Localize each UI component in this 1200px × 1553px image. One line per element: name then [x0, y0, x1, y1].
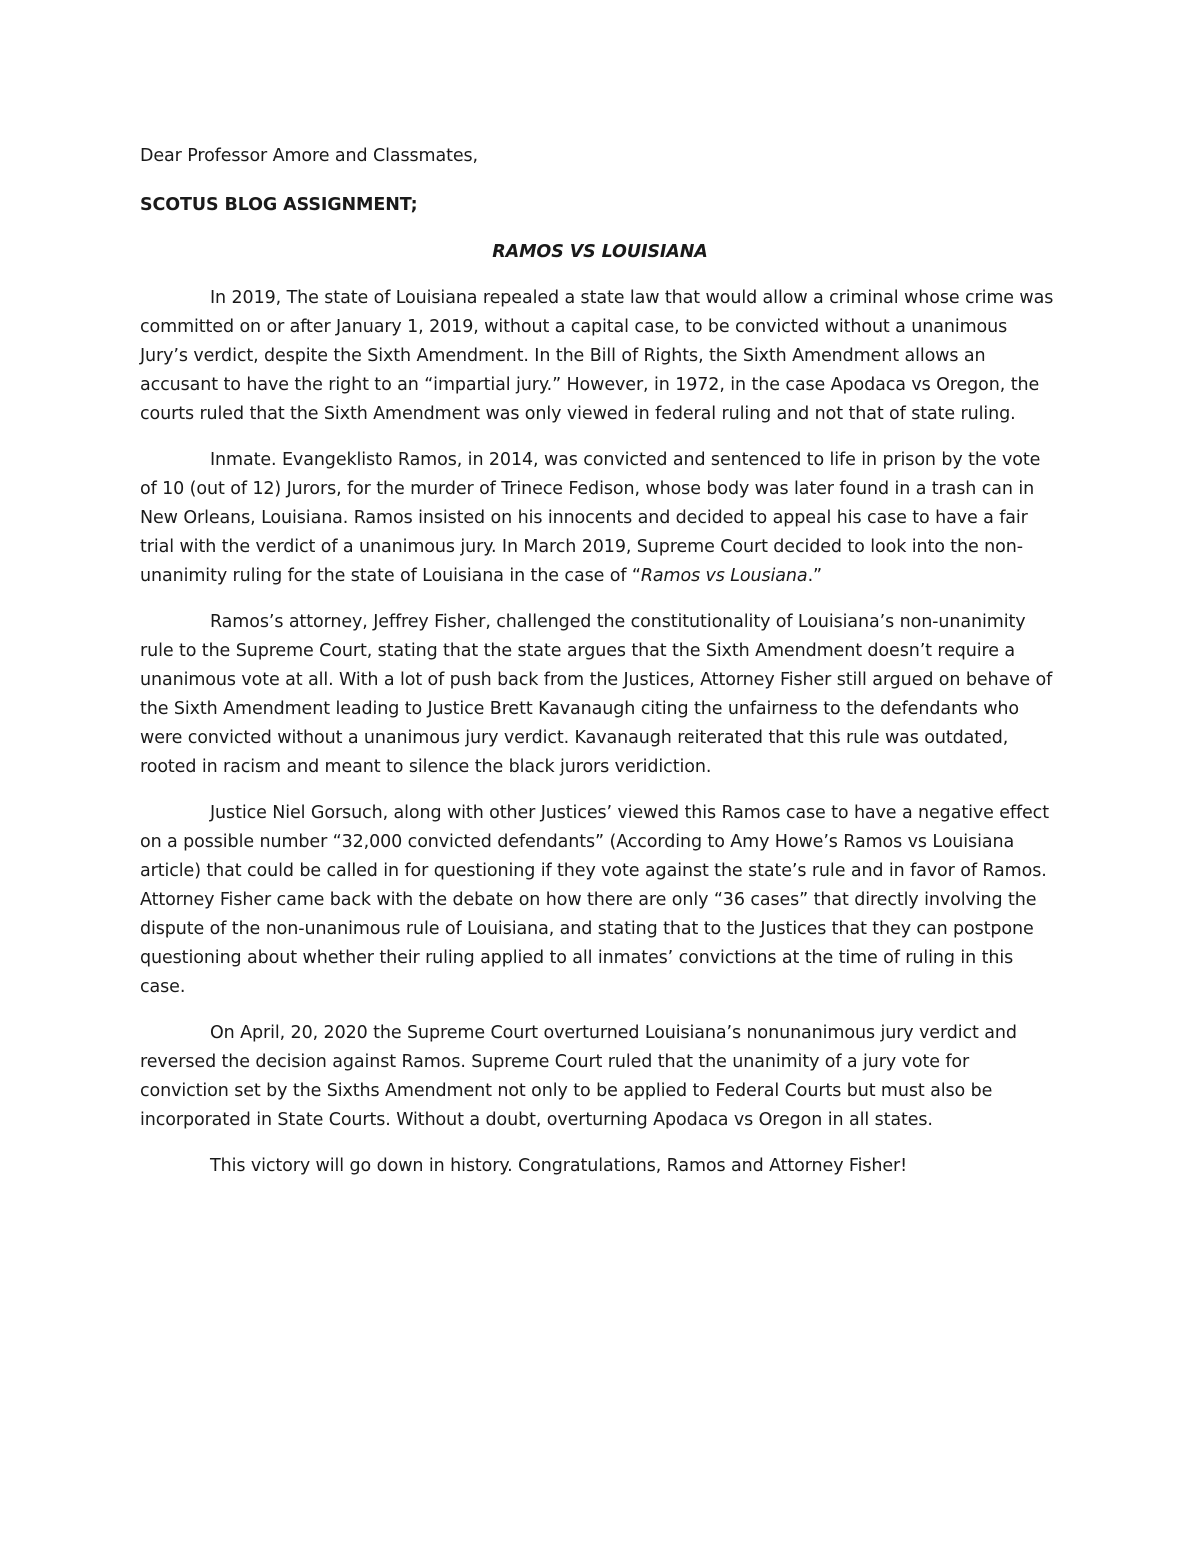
salutation: Dear Professor Amore and Classmates, [140, 146, 478, 166]
document-body [140, 142, 1060, 1198]
paragraph-closing: This victory will go down in history. Congratulations, Ramos and Attorney Fisher! [210, 1156, 908, 1176]
assignment-heading: SCOTUS BLOG ASSIGNMENT; [140, 195, 418, 215]
document-title: RAMOS VS LOUISIANA [492, 242, 708, 262]
paragraph-inmate-text: Inmate. Evangeklisto Ramos, in 2014, was convicted and sentenced to life in prison by the vote of 10 (out of 12) Jurors, for the murder of Trinece Fedison, whose body was later found in a trash can in New Orleans, Louisiana. Ramos insisted on his innocents and decided to appeal his case to have a fair trial with the verdict of a unanimous jury. In March 2019, Supreme Court decided to look into the non-unanimity ruling for the state of Louisiana in the case of “ [140, 450, 1041, 586]
case-name: Ramos vs Lousiana [640, 566, 808, 586]
paragraph-background: In 2019, The state of Louisiana repealed a state law that would allow a criminal whose crime was committed on or after January 1, 2019, without a capital case, to be convicted without a unanimous Jury’s verdict, despite the Sixth Amendment. In the Bill of Rights, the Sixth Amendment allows an accusant to have the right to an “impartial jury.” However, in 1972, in the case Apodaca vs Oregon, the courts ruled that the Sixth Amendment was only viewed in federal ruling and not that of state ruling. [140, 288, 1054, 424]
paragraph-attorney: Ramos’s attorney, Jeffrey Fisher, challenged the constitutionality of Louisiana’s non-unanimity rule to the Supreme Court, stating that the state argues that the Sixth Amendment doesn’t require a unanimous vote at all. With a lot of push back from the Justices, Attorney Fisher still argued on behave of the Sixth Amendment leading to Justice Brett Kavanaugh citing the unfairness to the defendants who were convicted without a unanimous jury verdict. Kavanaugh reiterated that this rule was outdated, rooted in racism and meant to silence the black jurors veridiction. [140, 612, 1053, 777]
paragraph-ruling: On April, 20, 2020 the Supreme Court overturned Louisiana’s nonunanimous jury verdict and reversed the decision against Ramos. Supreme Court ruled that the unanimity of a jury vote for conviction set by the Sixths Amendment not only to be applied to Federal Courts but must also be incorporated in State Courts. Without a doubt, overturning Apodaca vs Oregon in all states. [140, 1023, 1017, 1130]
paragraph-inmate-closing: .” [807, 566, 822, 586]
paragraph-gorsuch: Justice Niel Gorsuch, along with other Justices’ viewed this Ramos case to have a negative effect on a possible number “32,000 convicted defendants” (According to Amy Howe’s Ramos vs Louisiana article) that could be called in for questioning if they vote against the state’s rule and in favor of Ramos. Attorney Fisher came back with the debate on how there are only “36 cases” that directly involving the dispute of the non-unanimous rule of Louisiana, and stating that to the Justices that they can postpone questioning about whether their ruling applied to all inmates’ convictions at the time of ruling in this case. [140, 803, 1049, 997]
paragraph-inmate [140, 446, 1060, 591]
